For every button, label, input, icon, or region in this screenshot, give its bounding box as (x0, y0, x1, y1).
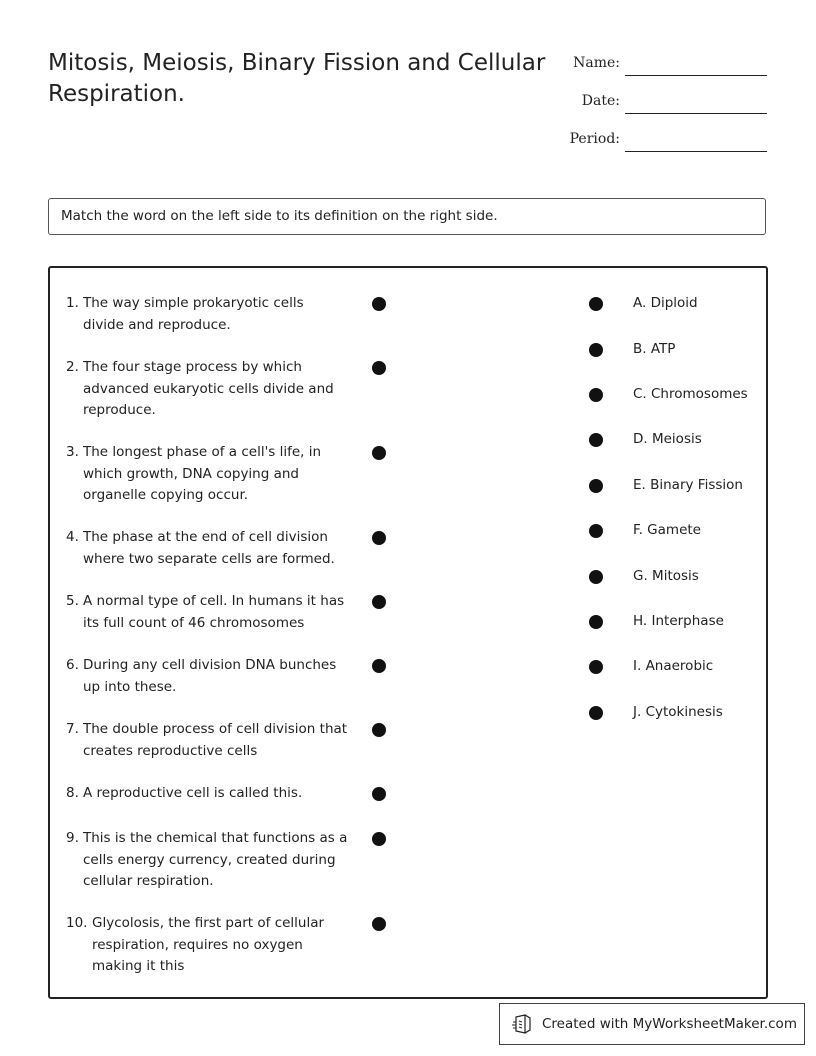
date-field[interactable] (560, 89, 767, 113)
question-number: 1. (66, 295, 79, 311)
question-text: A reproductive cell is called this. (83, 785, 303, 801)
answer-connector-dot[interactable] (589, 343, 603, 357)
question-number: 10. (66, 915, 88, 931)
question-text: This is the chemical that functions as a cells energy currency, created during cellular respiration. (83, 830, 348, 889)
question-number: 2. (66, 359, 79, 375)
question-text: The phase at the end of cell division where two separate cells are formed. (83, 529, 335, 567)
answer-item: C. Chromosomes (633, 386, 748, 402)
answer-item: I. Anaerobic (633, 658, 714, 674)
answer-item: G. Mitosis (633, 568, 699, 584)
question-item (66, 913, 348, 978)
question-connector-dot[interactable] (372, 446, 386, 460)
question-text: The double process of cell division that creates reproductive cells (83, 721, 348, 759)
question-text: The longest phase of a cell's life, in which growth, DNA copying and organelle copying occur. (83, 444, 322, 503)
question-connector-dot[interactable] (372, 297, 386, 311)
period-label: Period: (569, 131, 620, 147)
footer-text: Created with MyWorksheetMaker.com (542, 1016, 797, 1032)
period-line[interactable] (625, 151, 767, 152)
answer-item: D. Meiosis (633, 431, 702, 447)
answer-item: J. Cytokinesis (633, 704, 723, 720)
name-field[interactable] (560, 51, 767, 75)
question-number: 9. (66, 830, 79, 846)
answer-item: B. ATP (633, 341, 676, 357)
question-item (66, 293, 348, 336)
answer-connector-dot[interactable] (589, 706, 603, 720)
date-line[interactable] (625, 113, 767, 114)
answer-connector-dot[interactable] (589, 479, 603, 493)
answer-connector-dot[interactable] (589, 524, 603, 538)
question-text: The way simple prokaryotic cells divide and reproduce. (83, 295, 304, 333)
question-connector-dot[interactable] (372, 361, 386, 375)
question-text: A normal type of cell. In humans it has its full count of 46 chromosomes (83, 593, 345, 631)
matching-section (48, 266, 768, 999)
answer-connector-dot[interactable] (589, 570, 603, 584)
question-text: Glycolosis, the first part of cellular respiration, requires no oxygen making it this (92, 915, 325, 974)
question-item (66, 442, 348, 507)
question-connector-dot[interactable] (372, 917, 386, 931)
question-number: 4. (66, 529, 79, 545)
question-item (66, 527, 348, 570)
answer-connector-dot[interactable] (589, 388, 603, 402)
name-line[interactable] (625, 75, 767, 76)
answer-item: A. Diploid (633, 295, 698, 311)
question-text: The four stage process by which advanced eukaryotic cells divide and reproduce. (83, 359, 334, 418)
date-label: Date: (581, 93, 620, 109)
question-text: During any cell division DNA bunches up into these. (83, 657, 337, 695)
question-connector-dot[interactable] (372, 659, 386, 673)
worksheet-title: Mitosis, Meiosis, Binary Fission and Cellular Respiration. (48, 50, 546, 107)
footer-badge[interactable] (499, 1003, 805, 1045)
question-number: 5. (66, 593, 79, 609)
answer-connector-dot[interactable] (589, 297, 603, 311)
question-item (66, 783, 348, 805)
question-connector-dot[interactable] (372, 723, 386, 737)
question-number: 8. (66, 785, 79, 801)
answer-connector-dot[interactable] (589, 615, 603, 629)
question-connector-dot[interactable] (372, 832, 386, 846)
name-label: Name: (573, 55, 620, 71)
question-connector-dot[interactable] (372, 531, 386, 545)
answer-item: E. Binary Fission (633, 477, 743, 493)
question-item (66, 828, 348, 893)
period-field[interactable] (560, 127, 767, 151)
question-item (66, 357, 348, 422)
question-connector-dot[interactable] (372, 787, 386, 801)
question-item (66, 719, 348, 762)
instructions-box: Match the word on the left side to its definition on the right side. (48, 198, 766, 235)
answer-connector-dot[interactable] (589, 660, 603, 674)
answer-item: H. Interphase (633, 613, 724, 629)
question-number: 3. (66, 444, 79, 460)
question-item (66, 655, 348, 698)
question-connector-dot[interactable] (372, 595, 386, 609)
answer-item: F. Gamete (633, 522, 701, 538)
question-item (66, 591, 348, 634)
question-number: 6. (66, 657, 79, 673)
answer-connector-dot[interactable] (589, 433, 603, 447)
worksheet-maker-logo-icon (512, 1012, 534, 1036)
question-number: 7. (66, 721, 79, 737)
